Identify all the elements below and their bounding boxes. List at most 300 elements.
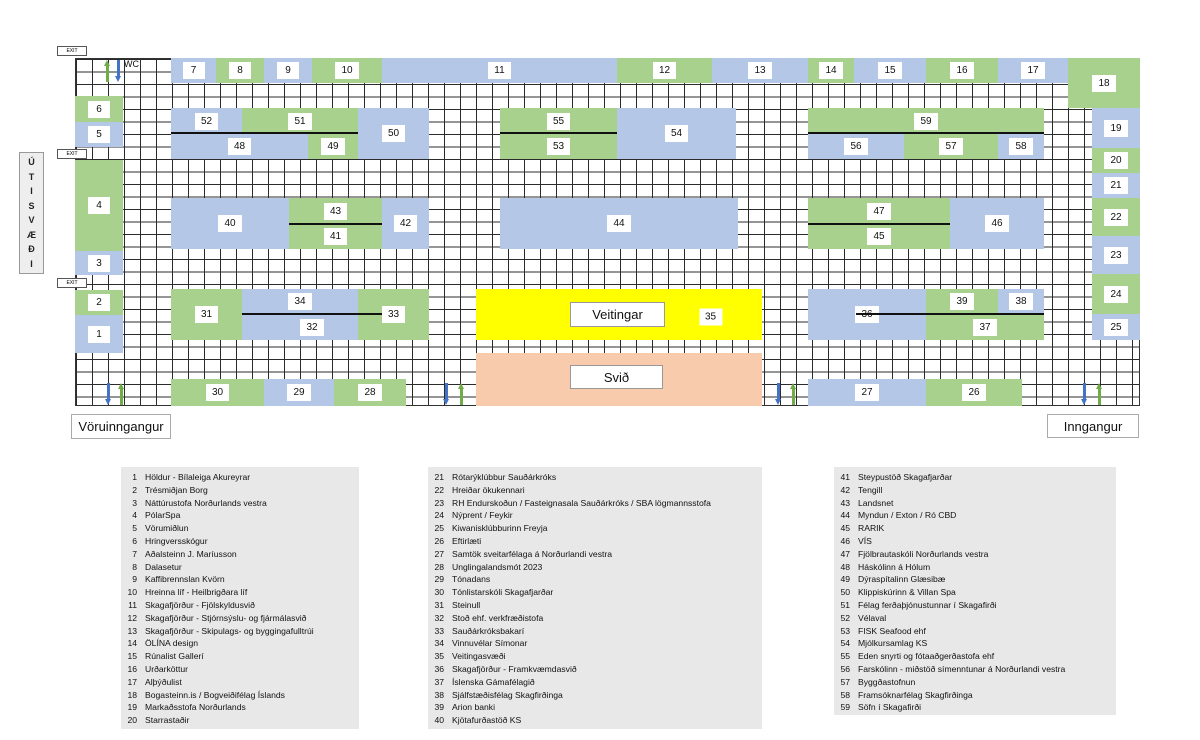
legend-text: Höldur - Bílaleiga Akureyrar — [145, 472, 251, 482]
booth-number: 50 — [382, 125, 405, 142]
legend-text: Tónlistarskóli Skagafjarðar — [452, 587, 554, 598]
legend-number: 34 — [434, 638, 444, 649]
legend-text: Sjálfstæðisfélag Skagfirðinga — [452, 689, 563, 700]
legend-item — [121, 561, 359, 574]
legend-number: 29 — [434, 574, 444, 585]
legend-number: 12 — [127, 612, 137, 623]
legend-number: 24 — [434, 510, 444, 521]
legend-text: Vörumiðlun — [145, 523, 189, 534]
booth-10 — [312, 58, 382, 83]
legend-item — [121, 573, 359, 586]
booth-20 — [1092, 148, 1140, 173]
booth-number: 4 — [88, 197, 110, 214]
booth-number: 14 — [819, 62, 842, 79]
legend-item — [121, 548, 359, 561]
legend-item — [428, 612, 762, 625]
legend-number: 17 — [127, 676, 137, 687]
legend-number: 8 — [132, 561, 137, 572]
booth-6 — [75, 96, 123, 122]
legend-text: Trésmiðjan Borg — [145, 484, 208, 495]
legend-number: 50 — [840, 587, 850, 598]
booth-number: 43 — [324, 203, 347, 220]
booth-divider — [808, 132, 1044, 134]
legend-item — [121, 497, 359, 510]
legend-item — [834, 497, 1116, 510]
food-area-label: Veitingar — [570, 302, 665, 327]
booth-28 — [334, 379, 406, 406]
legend-item — [428, 586, 762, 599]
legend-text: PólarSpa — [145, 510, 181, 521]
legend-text: Fjölbrautaskóli Norðurlands vestra — [858, 548, 989, 559]
booth-30 — [171, 379, 264, 406]
booth-number: 46 — [985, 215, 1008, 232]
booth-number: 25 — [1104, 319, 1127, 336]
legend-text: FISK Seafood ehf — [858, 625, 926, 636]
legend-number: 15 — [127, 651, 137, 662]
legend-item — [428, 548, 762, 561]
legend-number: 20 — [127, 715, 137, 726]
booth-number: 41 — [324, 228, 347, 245]
main-entrance-label: Inngangur — [1047, 414, 1139, 438]
booth-46 — [950, 198, 1044, 249]
legend-number: 32 — [434, 612, 444, 623]
booth-number: 47 — [867, 203, 890, 220]
legend-item — [428, 689, 762, 702]
legend-item — [428, 497, 762, 510]
booth-number: 1 — [88, 326, 110, 343]
legend-item — [834, 599, 1116, 612]
legend-item — [834, 689, 1116, 702]
legend-number: 5 — [132, 523, 137, 534]
booth-number: 3 — [88, 255, 110, 272]
outdoor-letter: T — [28, 171, 35, 182]
legend-item — [428, 484, 762, 497]
legend-column-3 — [834, 467, 1116, 715]
booth-23 — [1092, 236, 1140, 274]
legend-number: 44 — [840, 510, 850, 521]
legend-text: Stoð ehf. verkfræðistofa — [452, 612, 544, 623]
legend-number: 49 — [840, 574, 850, 585]
exit-sign: EXIT — [57, 149, 87, 159]
arrow-down-icon — [443, 383, 450, 405]
legend-text: Vinnuvélar Símonar — [452, 638, 528, 649]
legend-text: Eftirlæti — [452, 535, 482, 546]
arrow-up-icon — [104, 60, 111, 82]
legend-item — [428, 714, 762, 727]
legend-item — [121, 637, 359, 650]
booth-4 — [75, 160, 123, 251]
booth-25 — [1092, 314, 1140, 340]
outdoor-letter: Ú — [28, 157, 35, 168]
arrow-down-icon — [115, 60, 122, 82]
booth-58 — [998, 134, 1044, 159]
legend-text: Félag ferðaþjónustunnar í Skagafirði — [858, 599, 997, 610]
legend-item — [121, 612, 359, 625]
legend-number: 11 — [128, 599, 137, 610]
booth-7 — [171, 58, 216, 83]
booth-number: 54 — [665, 125, 688, 142]
booth-number: 6 — [88, 101, 110, 118]
booth-24 — [1092, 274, 1140, 314]
legend-number: 38 — [434, 689, 444, 700]
legend-item — [121, 599, 359, 612]
booth-number: 33 — [382, 306, 405, 323]
booth-number: 29 — [287, 384, 310, 401]
legend-item — [834, 471, 1116, 484]
legend-text: Landsnet — [858, 497, 894, 508]
legend-item — [834, 701, 1116, 714]
legend-text: Byggðastofnun — [858, 676, 916, 687]
booth-number: 18 — [1092, 75, 1115, 92]
legend-text: Tengill — [858, 484, 883, 495]
legend-number: 10 — [127, 587, 137, 598]
legend-item — [121, 701, 359, 714]
legend-number: 52 — [840, 612, 850, 623]
legend-text: Sauðárkróksbakarí — [452, 625, 525, 636]
booth-9 — [264, 58, 312, 83]
booth-number: 26 — [962, 384, 985, 401]
legend-item — [834, 663, 1116, 676]
booth-49 — [308, 134, 358, 159]
legend-text: Steinull — [452, 599, 481, 610]
booth-19 — [1092, 108, 1140, 148]
legend-text: Unglingalandsmót 2023 — [452, 561, 543, 572]
booth-27 — [808, 379, 926, 406]
legend-number: 14 — [127, 638, 137, 649]
legend-text: VÍS — [858, 535, 872, 546]
booth-number: 40 — [218, 215, 241, 232]
legend-item — [428, 509, 762, 522]
booth-12 — [617, 58, 712, 83]
legend-number: 18 — [127, 689, 137, 700]
legend-item — [121, 714, 359, 727]
legend-item — [121, 676, 359, 689]
arrow-down-icon — [105, 383, 112, 405]
booth-number: 10 — [335, 62, 358, 79]
booth-14 — [808, 58, 854, 83]
legend-text: Steypustöð Skagafjarðar — [858, 472, 953, 482]
legend-item — [834, 612, 1116, 625]
legend-text: Háskólinn á Hólum — [858, 561, 931, 572]
booth-37 — [926, 314, 1044, 340]
booth-43 — [289, 198, 382, 224]
legend-text: Farskólinn - miðstöð símenntunar á Norðurlandi vestra — [858, 663, 1066, 674]
legend-text: Mjólkursamlag KS — [858, 638, 928, 649]
legend-number: 45 — [840, 523, 850, 534]
legend-item — [428, 573, 762, 586]
booth-42 — [382, 198, 429, 249]
booth-number: 32 — [300, 319, 323, 336]
legend-number: 53 — [840, 625, 850, 636]
legend-number: 51 — [840, 599, 850, 610]
booth-number: 56 — [844, 138, 867, 155]
legend-item — [121, 484, 359, 497]
booth-number: 15 — [878, 62, 901, 79]
legend-number: 1 — [132, 472, 137, 482]
booth-number: 11 — [488, 62, 510, 79]
legend-text: Rótarýklúbbur Sauðárkróks — [452, 472, 557, 482]
booth-17 — [998, 58, 1068, 83]
legend-text: Urðarköttur — [145, 663, 188, 674]
legend-item — [428, 561, 762, 574]
booth-number: 2 — [88, 294, 110, 311]
booth-number: 35 — [699, 309, 722, 326]
booth-divider — [171, 132, 358, 134]
legend-number: 42 — [840, 484, 850, 495]
booth-number: 16 — [950, 62, 973, 79]
booth-number: 52 — [195, 113, 218, 130]
booth-2 — [75, 290, 123, 315]
booth-18 — [1068, 58, 1140, 108]
booth-11 — [382, 58, 617, 83]
legend-number: 46 — [840, 535, 850, 546]
legend-number: 13 — [127, 625, 137, 636]
booth-8 — [216, 58, 264, 83]
legend-column-1 — [121, 467, 359, 729]
legend-item — [834, 535, 1116, 548]
booth-number: 30 — [206, 384, 229, 401]
legend-text: Kaffibrennslan Kvörn — [145, 574, 225, 585]
legend-text: Náttúrustofa Norðurlands vestra — [145, 497, 267, 508]
legend-item — [428, 625, 762, 638]
legend-number: 21 — [434, 472, 444, 482]
arrow-up-icon — [1096, 383, 1103, 405]
legend-item — [121, 689, 359, 702]
booth-number: 28 — [358, 384, 381, 401]
outdoor-letter: Æ — [27, 229, 36, 240]
booth-number: 39 — [950, 293, 973, 310]
legend-item — [834, 637, 1116, 650]
outdoor-letter: Ð — [28, 244, 35, 255]
legend-number: 35 — [434, 651, 444, 662]
booth-40 — [171, 198, 289, 249]
booth-number: 58 — [1009, 138, 1032, 155]
booth-number: 8 — [229, 62, 251, 79]
booth-divider — [856, 313, 1044, 315]
booth-divider — [500, 132, 617, 134]
legend-number: 6 — [132, 535, 137, 546]
legend-item — [121, 509, 359, 522]
stage-label: Svið — [570, 365, 663, 389]
legend-text: Hringversskógur — [145, 535, 208, 546]
legend-number: 23 — [434, 497, 444, 508]
booth-34 — [242, 289, 358, 314]
legend-item — [834, 573, 1116, 586]
legend-number: 33 — [434, 625, 444, 636]
legend-number: 7 — [132, 548, 137, 559]
outdoor-area-label — [19, 152, 44, 274]
legend-item — [834, 676, 1116, 689]
booth-56 — [808, 134, 904, 159]
booth-41 — [289, 224, 382, 249]
legend-item — [121, 625, 359, 638]
outdoor-letter: I — [30, 258, 33, 269]
booth-number: 12 — [653, 62, 676, 79]
exit-sign: EXIT — [57, 46, 87, 56]
legend-text: Hreiðar ökukennari — [452, 484, 525, 495]
legend-item — [428, 535, 762, 548]
legend-text: Nýprent / Feykir — [452, 510, 513, 521]
legend-item — [834, 650, 1116, 663]
legend-text: Markaðsstofa Norðurlands — [145, 702, 246, 713]
legend-number: 28 — [434, 561, 444, 572]
legend-text: Skagafjörður - Stjórnsýslu- og fjármálasvið — [145, 612, 307, 623]
booth-number: 42 — [394, 215, 417, 232]
booth-number: 13 — [748, 62, 771, 79]
booth-57 — [904, 134, 998, 159]
legend-item — [834, 484, 1116, 497]
booth-54 — [617, 108, 736, 159]
legend-number: 47 — [840, 548, 850, 559]
legend-text: Íslenska Gámafélagið — [452, 676, 535, 687]
legend-number: 22 — [434, 484, 444, 495]
legend-text: Alþýðulist — [145, 676, 182, 687]
booth-number: 19 — [1104, 120, 1127, 137]
legend-number: 27 — [434, 548, 444, 559]
legend-number: 16 — [127, 663, 137, 674]
arrow-up-icon — [458, 383, 465, 405]
arrow-up-icon — [118, 383, 125, 405]
booth-number: 9 — [277, 62, 299, 79]
legend-number: 55 — [840, 651, 850, 662]
legend-text: Aðalsteinn J. Maríusson — [145, 548, 237, 559]
legend-text: Skagafjörður - Framkvæmdasvið — [452, 663, 577, 674]
legend-text: RARIK — [858, 523, 885, 534]
booth-15 — [854, 58, 926, 83]
booth-44 — [500, 198, 738, 249]
booth-31 — [171, 289, 242, 340]
legend-text: Vélaval — [858, 612, 887, 623]
legend-item — [428, 650, 762, 663]
legend-number: 41 — [840, 472, 850, 482]
legend-item — [834, 548, 1116, 561]
arrow-down-icon — [775, 383, 782, 405]
booth-21 — [1092, 173, 1140, 198]
booth-number: 44 — [607, 215, 630, 232]
legend-item — [428, 637, 762, 650]
legend-number: 57 — [840, 676, 850, 687]
booth-50 — [358, 108, 429, 159]
booth-52 — [171, 108, 242, 134]
booth-number: 5 — [88, 126, 110, 143]
booth-number: 57 — [939, 138, 962, 155]
booth-number: 59 — [914, 113, 937, 130]
legend-number: 40 — [434, 715, 444, 726]
legend-number: 30 — [434, 587, 444, 598]
legend-text: Tónadans — [452, 574, 491, 585]
outdoor-letter: I — [30, 186, 33, 197]
legend-item — [121, 535, 359, 548]
booth-29 — [264, 379, 334, 406]
booth-number: 34 — [288, 293, 311, 310]
legend-number: 59 — [840, 702, 850, 713]
booth-26 — [926, 379, 1022, 406]
booth-number: 7 — [183, 62, 205, 79]
outdoor-letter: V — [28, 215, 35, 226]
legend-item — [121, 522, 359, 535]
legend-text: Bogasteinn.is / Bogveiðifélag Íslands — [145, 689, 285, 700]
legend-item — [834, 586, 1116, 599]
legend-text: Dalasetur — [145, 561, 182, 572]
booth-divider — [242, 313, 382, 315]
legend-column-2 — [428, 467, 762, 729]
wc-label: WC — [124, 59, 139, 69]
exit-sign: EXIT — [57, 278, 87, 288]
booth-number: 24 — [1104, 286, 1127, 303]
legend-number: 48 — [840, 561, 850, 572]
booth-number: 45 — [867, 228, 890, 245]
arrow-down-icon — [1081, 383, 1088, 405]
booth-1 — [75, 315, 123, 353]
legend-item — [428, 676, 762, 689]
legend-number: 39 — [434, 702, 444, 713]
legend-text: Kjötafurðastöð KS — [452, 715, 522, 726]
legend-item — [428, 663, 762, 676]
booth-number: 48 — [228, 138, 251, 155]
legend-number: 9 — [132, 574, 137, 585]
legend-text: Skagafjörður - Skipulags- og byggingafulltrúi — [145, 625, 314, 636]
legend-item — [834, 561, 1116, 574]
legend-number: 58 — [840, 689, 850, 700]
booth-divider — [289, 223, 382, 225]
booth-16 — [926, 58, 998, 83]
booth-51 — [242, 108, 358, 134]
legend-item — [428, 471, 762, 484]
booth-number: 22 — [1104, 209, 1127, 226]
booth-number: 20 — [1104, 152, 1127, 169]
legend-text: Dýraspítalinn Glæsibæ — [858, 574, 946, 585]
outdoor-letter: S — [28, 200, 35, 211]
legend-number: 31 — [434, 599, 444, 610]
legend-item — [121, 663, 359, 676]
legend-item — [834, 509, 1116, 522]
legend-text: Starrastaðir — [145, 715, 190, 726]
legend-number: 25 — [434, 523, 444, 534]
legend-text: Arion banki — [452, 702, 495, 713]
legend-text: ÖLÍNA design — [145, 638, 199, 649]
legend-text: Hreinna líf - Heilbrigðara líf — [145, 587, 248, 598]
legend-item — [121, 650, 359, 663]
legend-number: 43 — [840, 497, 850, 508]
legend-item — [834, 522, 1116, 535]
booth-number: 27 — [855, 384, 878, 401]
booth-number: 53 — [547, 138, 570, 155]
booth-number: 49 — [321, 138, 344, 155]
legend-number: 3 — [132, 497, 137, 508]
legend-text: Samtök sveitarfélaga á Norðurlandi vestra — [452, 548, 613, 559]
booth-3 — [75, 251, 123, 275]
booth-53 — [500, 134, 617, 159]
booth-39 — [926, 289, 998, 314]
legend-item — [428, 599, 762, 612]
legend-text: Skagafjörður - Fjölskyldusvið — [145, 599, 255, 610]
booth-55 — [500, 108, 617, 134]
legend-text: Rúnalist Gallerí — [145, 651, 204, 662]
legend-number: 19 — [127, 702, 137, 713]
booth-5 — [75, 122, 123, 147]
legend-number: 56 — [840, 663, 850, 674]
booth-number: 17 — [1021, 62, 1044, 79]
legend-number: 37 — [434, 676, 444, 687]
booth-48 — [171, 134, 308, 159]
legend-text: Eden snyrti og fótaaðgerðastofa ehf — [858, 651, 995, 662]
booth-13 — [712, 58, 808, 83]
legend-text: Framsóknarfélag Skagfirðinga — [858, 689, 973, 700]
legend-item — [121, 586, 359, 599]
legend-text: Veitingasvæði — [452, 651, 506, 662]
legend-number: 54 — [840, 638, 850, 649]
legend-number: 26 — [434, 535, 444, 546]
